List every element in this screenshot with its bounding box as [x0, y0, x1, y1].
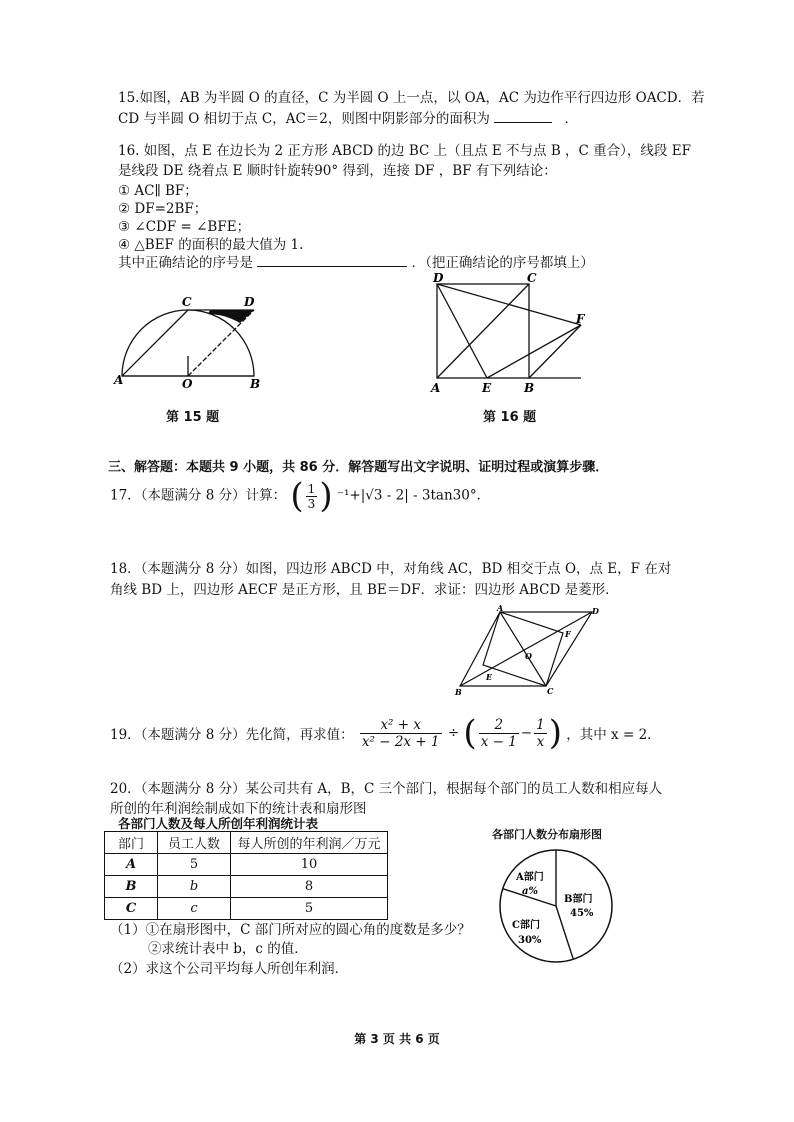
q16-text-line1: 16. 如图，点 E 在边长为 2 正方形 ABCD 的边 BC 上（且点 E 不与点 B ，C 重合），线段 EF [118, 143, 691, 159]
table-cell: 5 [158, 854, 231, 876]
q19-div: ÷ [447, 725, 460, 741]
q20-pie-title: 各部门人数分布扇形图 [492, 828, 602, 841]
q20-sub2: （2）求这个公司平均每人所创年利润． [110, 961, 349, 977]
q16-label-C: C [527, 271, 537, 285]
table-header-cell: 部门 [105, 832, 158, 854]
q20-stat-table [104, 831, 388, 920]
q17-line: 17．（本题满分 8 分）计算： ( $\frac{1}{3}$ ) ⁻¹+|√3 - 2| - 3tan30°． [110, 476, 491, 516]
q16-answer-suffix: ．（把正确结论的序号都填上） [411, 255, 594, 271]
table-row [105, 876, 388, 898]
table-cell: A [105, 854, 158, 876]
q16-label-A: A [431, 381, 441, 395]
table-row [105, 898, 388, 920]
q18-label-B: B [455, 687, 462, 697]
table-cell: 10 [231, 854, 388, 876]
pie-label-value: a% [522, 886, 538, 897]
q18-label-D: D [592, 606, 599, 616]
q20-table-title: 各部门人数及每人所创年利润统计表 [118, 816, 319, 831]
q16-caption: 第 16 题 [483, 410, 537, 425]
q17-rest: ⁻¹+|√3 - 2| - 3tan30°． [336, 487, 491, 504]
q15-text-line1: 15.如图，AB 为半圆 O 的直径，C 为半圆 O 上一点，以 OA，AC 为边作平行四边形 OACD．若 [118, 90, 705, 106]
q16-conclusion-2: ② DF=2BF； [118, 201, 208, 217]
q16-text-line2: 是线段 DE 绕着点 E 顺时针旋转90° 得到，连接 DF ，BF 有下列结论： [118, 163, 557, 179]
q20-sub1a: （1）①在扇形图中，C 部门所对应的圆心角的度数是多少？ [110, 922, 471, 938]
q16-conclusion-4: ④ △BEF 的面积的最大值为 1. [118, 237, 304, 253]
q19-suffix: ，其中 x = 2． [566, 727, 661, 743]
q19-prefix: 19．（本题满分 8 分）先化简，再求值： [110, 727, 354, 743]
table-header-cell: 员工人数 [158, 832, 231, 854]
q15-shaded-region [208, 310, 254, 323]
q15-label-O: O [182, 377, 193, 390]
q19-f1-den: x² − 2x + 1 [361, 733, 440, 750]
q18-text-line1: 18．（本题满分 8 分）如图，四边形 ABCD 中，对角线 AC，BD 相交于点 O，点 E，F 在对 [110, 561, 672, 577]
q15-label-B: B [250, 377, 261, 390]
q16-label-D: D [433, 271, 444, 285]
q15-figure [110, 290, 280, 390]
pie-label-name: B部门 [564, 894, 593, 905]
q15-answer-blank[interactable] [494, 110, 552, 123]
q17-frac-num: 1 [307, 481, 316, 496]
q17-prefix: 17．（本题满分 8 分）计算： [110, 487, 287, 504]
table-cell: C [105, 898, 158, 920]
table-header-cell: 每人所创的年利润／万元 [231, 832, 388, 854]
q19-f1-num: x² + x [360, 717, 442, 734]
q15-text: CD 与半圆 O 相切于点 C，AC＝2，则图中阴影部分的面积为 [118, 111, 490, 127]
q18-label-A: A [497, 604, 504, 613]
q16-answer-line [118, 251, 594, 271]
table-cell: 5 [231, 898, 388, 920]
q18-label-O: O [525, 651, 532, 661]
q20-text-line2: 所创的年利润绘制成如下的统计表和扇形图 [110, 801, 367, 817]
q15-label-C: C [182, 295, 192, 309]
q18-text-line2: 角线 BD 上，四边形 AECF 是正方形，且 BE＝DF．求证：四边形 ABCD 是菱形． [110, 582, 619, 598]
table-header-row [105, 832, 388, 854]
q16-label-B: B [524, 381, 535, 395]
q16-label-E: E [482, 381, 492, 395]
q20-sub1b: ②求统计表中 b，c 的值． [148, 941, 308, 957]
pie-label-value: 45% [570, 908, 594, 919]
q16-conclusion-1: ① AC∥ BF； [118, 183, 198, 199]
q16-label-F: F [576, 312, 585, 326]
pie-label-name: A部门 [516, 872, 544, 883]
q19-f3-den: x [536, 733, 545, 750]
q18-figure [452, 604, 612, 700]
q15-label-A: A [114, 373, 124, 387]
q17-frac-den: 3 [307, 496, 316, 511]
q19-minus: − [520, 725, 533, 741]
q16-answer-blank[interactable] [257, 254, 407, 267]
q18-label-F: F [565, 629, 571, 639]
table-cell: b [158, 876, 231, 898]
q15-text-end: ． [564, 111, 578, 127]
q20-pie-chart [486, 842, 626, 972]
q19-line: 19．（本题满分 8 分）先化简，再求值： $\frac{\text{x² + x}}{\text{x² − 2x + 1}}$ ÷ ( $\frac{2}{x - 1}$ − $\frac{1}{x}$ ) ，其中 x = 2． [110, 713, 661, 753]
pie-label-value: 30% [518, 935, 542, 946]
q16-conclusion-3: ③ ∠CDF = ∠BFE； [118, 219, 251, 235]
q18-label-E: E [486, 672, 493, 682]
q20-text-line1: 20．（本题满分 8 分）某公司共有 A，B，C 三个部门，根据每个部门的员工人数和相应每人 [110, 781, 663, 797]
q19-f2-num: 2 [479, 717, 519, 734]
q16-answer-prefix: 其中正确结论的序号是 [118, 255, 253, 271]
pie-label-name: C部门 [512, 920, 540, 931]
q19-f3-num: 1 [536, 716, 545, 733]
q15-label-D: D [244, 295, 255, 309]
table-cell: 8 [231, 876, 388, 898]
q15-caption: 第 15 题 [166, 410, 220, 425]
page-footer: 第 3 页 共 6 页 [354, 1032, 440, 1046]
section3-heading: 三、解答题：本题共 9 小题，共 86 分．解答题写出文字说明、证明过程或演算步骤． [108, 460, 609, 475]
table-cell: B [105, 876, 158, 898]
q16-figure [425, 270, 595, 400]
table-cell: c [158, 898, 231, 920]
q19-f2-den: x − 1 [480, 733, 517, 750]
table-row [105, 854, 388, 876]
q18-label-C: C [547, 686, 554, 696]
q15-text-line2 [118, 107, 578, 127]
